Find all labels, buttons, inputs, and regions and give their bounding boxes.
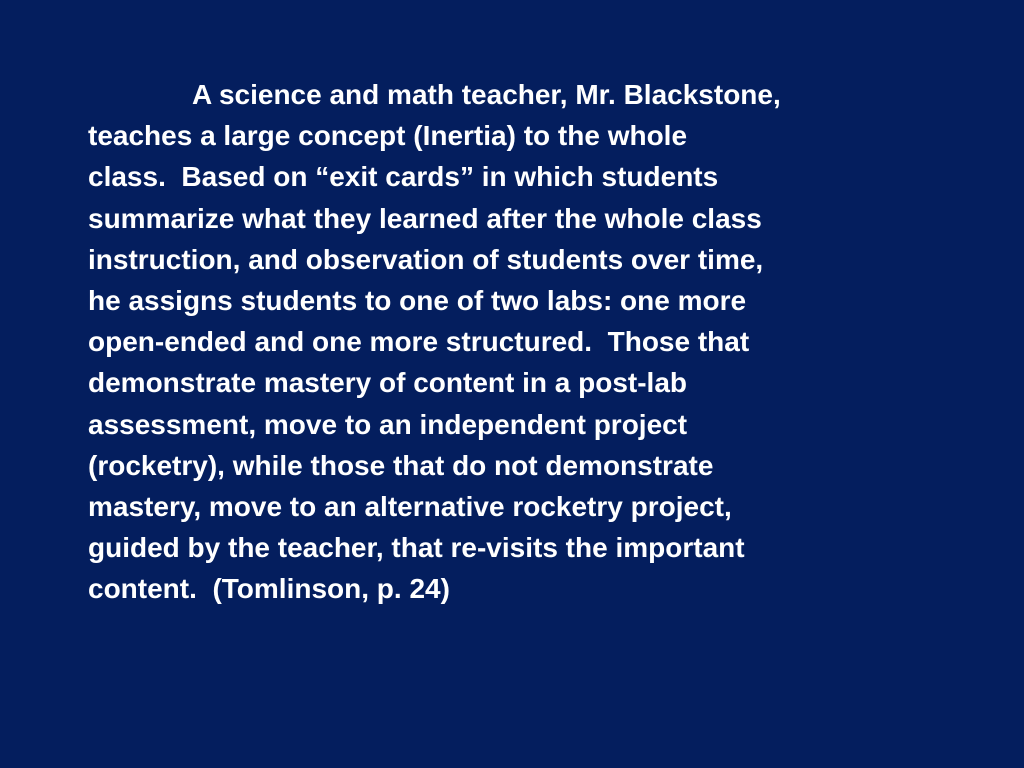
paragraph-line: instruction, and observation of students over time, — [88, 243, 764, 275]
paragraph-line: he assigns students to one of two labs: one more — [88, 285, 747, 317]
paragraph-line: content. (Tomlinson, p. 24) — [88, 573, 450, 605]
paragraph-line: mastery, move to an alternative rocketry project, — [88, 491, 732, 523]
paragraph-line: summarize what they learned after the whole class — [88, 202, 762, 234]
paragraph-line: guided by the teacher, that re-visits the important — [88, 532, 745, 564]
paragraph-line: teaches a large concept (Inertia) to the whole — [88, 120, 688, 152]
slide-body-paragraph — [88, 74, 928, 610]
paragraph-line: A science and math teacher, Mr. Blackstone, — [192, 79, 781, 110]
paragraph-line: class. Based on “exit cards” in which students — [88, 161, 719, 193]
paragraph-line: open-ended and one more structured. Those that — [88, 326, 750, 358]
paragraph-line: assessment, move to an independent project — [88, 408, 688, 440]
paragraph-line: (rocketry), while those that do not demonstrate — [88, 449, 714, 481]
paragraph-line: demonstrate mastery of content in a post-lab — [88, 367, 687, 399]
